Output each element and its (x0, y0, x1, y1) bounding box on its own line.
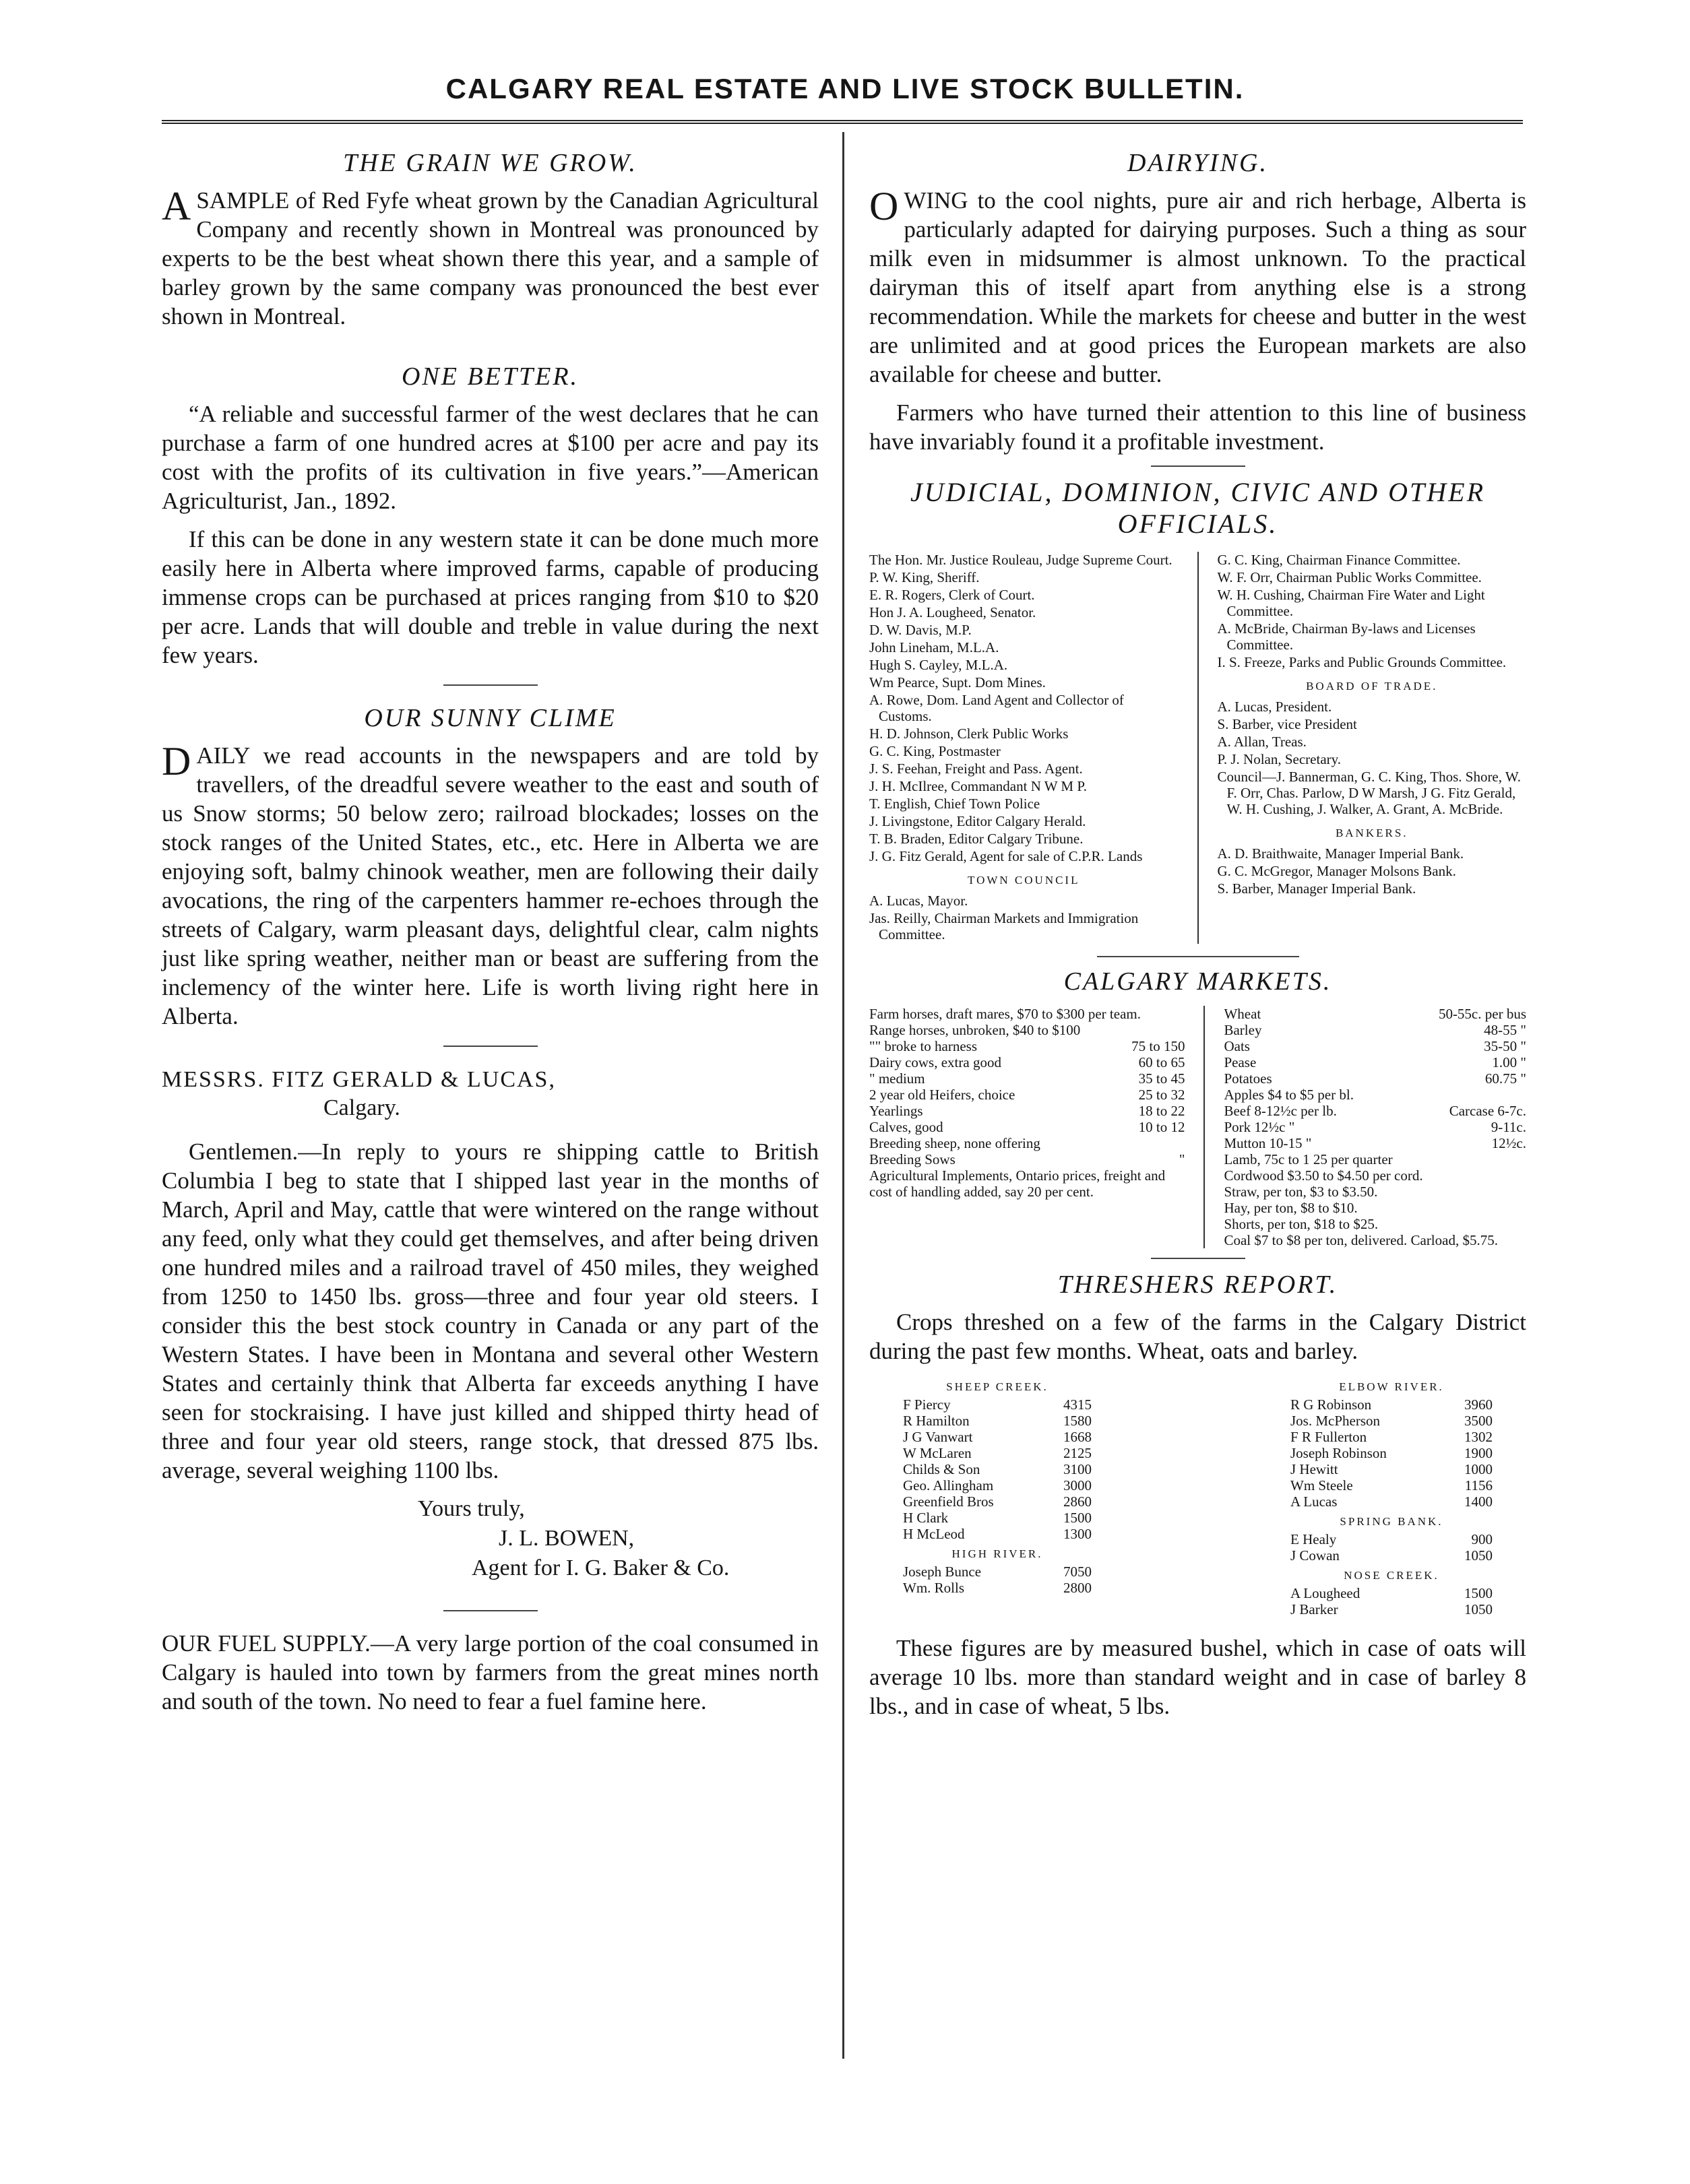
market-row (1224, 1151, 1526, 1167)
town-council-list (869, 893, 1179, 942)
market-row (1224, 1103, 1526, 1119)
threshers-footer: These figures are by measured bushel, which in case of oats will average 10 lbs. more than standard weight and in case of barley 8 lbs., and in case of wheat, 5 lbs. (869, 1635, 1526, 1719)
thresher-row (1290, 1413, 1493, 1429)
nose-creek-heading: NOSE CREEK. (1344, 1569, 1439, 1582)
official-entry: J. S. Feehan, Freight and Pass. Agent. (869, 761, 1083, 777)
thresher-row-label: F Piercy (903, 1396, 951, 1413)
thresher-row (903, 1526, 1092, 1542)
thresher-row-value: 1668 (1063, 1429, 1092, 1445)
thresher-row-value: 1500 (1063, 1510, 1092, 1526)
threshers-right (1290, 1375, 1493, 1617)
section-rule (1151, 1258, 1245, 1259)
market-row-value: 60 to 65 (1138, 1054, 1185, 1070)
thresher-row-label: R G Robinson (1290, 1396, 1372, 1413)
thresher-row-value: 1302 (1464, 1429, 1493, 1445)
markets-divider (1203, 1006, 1205, 1248)
clime-title: OUR SUNNY CLIME (364, 704, 617, 732)
market-row-value: 1.00 " (1492, 1054, 1526, 1070)
dairy-title: DAIRYING. (1127, 149, 1268, 177)
official-entry: J. G. Fitz Gerald, Agent for sale of C.P.R. Lands (869, 848, 1143, 864)
market-row-label: Breeding Sows (869, 1151, 956, 1167)
thresher-row-label: J Hewitt (1290, 1461, 1338, 1477)
section-rule (1097, 956, 1299, 957)
thresher-row-label: Wm Steele (1290, 1477, 1353, 1494)
right-column (869, 148, 1526, 1730)
official-entry: P. W. King, Sheriff. (869, 569, 980, 585)
market-row-value: 18 to 22 (1138, 1103, 1185, 1119)
market-row-label: Beef 8-12½c per lb. (1224, 1103, 1337, 1119)
board-entry: A. Allan, Treas. (1217, 734, 1307, 750)
dairy-article (869, 186, 1526, 389)
thresher-row-label: J G Vanwart (903, 1429, 973, 1445)
market-row (869, 1070, 1185, 1087)
thresher-row-value: 1900 (1464, 1445, 1493, 1461)
official-entry: Hugh S. Cayley, M.L.A. (869, 657, 1008, 673)
official-entry: G. C. King, Postmaster (869, 743, 1001, 759)
board-entry: S. Barber, vice President (1217, 716, 1357, 732)
thresher-row (1290, 1429, 1493, 1445)
market-row-value: 10 to 12 (1138, 1119, 1185, 1135)
column-divider (842, 132, 844, 2059)
board-of-trade-heading: BOARD OF TRADE. (1306, 680, 1438, 693)
clime-article (162, 741, 819, 1031)
banker-entry: S. Barber, Manager Imperial Bank. (1217, 880, 1416, 897)
market-row (869, 1022, 1185, 1038)
thresher-row (1290, 1494, 1493, 1510)
officials-block (869, 552, 1526, 944)
letter-closing: Yours truly, (418, 1496, 525, 1521)
clime-dropcap: D (162, 739, 191, 783)
thresher-row-value: 1400 (1464, 1494, 1493, 1510)
official-entry: Wm Pearce, Supt. Dom Mines. (869, 674, 1046, 690)
thresher-row (1290, 1396, 1493, 1413)
market-row-label: Lamb, 75c to 1 25 per quarter (1224, 1151, 1393, 1167)
masthead-rule (162, 120, 1523, 124)
grain-text: SAMPLE of Red Fyfe wheat grown by the Canadian Agricultural Company and recently shown in Montreal was pronounced by experts to be the best wheat shown there this year, and a sample of barley grown by the same company was pronounced the best ever shown in Montreal. (162, 187, 819, 329)
thresher-row (1290, 1531, 1493, 1547)
market-row-value: " (1179, 1151, 1185, 1167)
letter-place: Calgary. (323, 1095, 400, 1120)
better-title: ONE BETTER. (401, 362, 580, 391)
official-entry: W. H. Cushing, Chairman Fire Water and Light Committee. (1217, 587, 1485, 619)
threshers-intro: Crops threshed on a few of the farms in the Calgary District during the past few months. Wheat, oats and barley. (869, 1309, 1526, 1364)
market-row (869, 1087, 1185, 1103)
official-entry: H. D. Johnson, Clerk Public Works (869, 726, 1069, 742)
market-row-value: 35 to 45 (1138, 1070, 1185, 1087)
market-row-label: Wheat (1224, 1006, 1261, 1022)
elbow-river-heading: ELBOW RIVER. (1339, 1380, 1444, 1393)
market-row-label: Cordwood $3.50 to $4.50 per cord. (1224, 1167, 1423, 1184)
thresher-row-label: Jos. McPherson (1290, 1413, 1381, 1429)
thresher-row-value: 3500 (1464, 1413, 1493, 1429)
fuel-text: —A very large portion of the coal consumed in Calgary is hauled into town by farmers from the great mines north and south of the town. No need to fear a fuel famine here. (162, 1630, 819, 1714)
market-row-label: Pease (1224, 1054, 1257, 1070)
council-entry: A. Lucas, Mayor. (869, 893, 968, 909)
thresher-row (903, 1413, 1092, 1429)
market-row-value: Carcase 6-7c. (1449, 1103, 1526, 1119)
letter-text: Gentlemen.—In reply to yours re shipping cattle to British Columbia I beg to state that I shipped last year in the months of March, April and May, cattle that were wintered on the range without any feed, only what they could get themselves, and after being driven one hundred miles and a railroad travel of 450 miles, they weighed from 1250 to 1450 lbs. gross—three and four year old steers. I consider this the best stock country in Canada or any part of the Western States. I have been in Montana and several other Western States and certainly think that Alberta far exceeds anything I have seen for stockraising. I have just killed and shipped thirty head of three and four year old steers, range stock, that dressed 875 lbs. average, several weighing 1100 lbs. (162, 1138, 819, 1483)
sheep-creek-heading: SHEEP CREEK. (946, 1380, 1049, 1393)
market-row (869, 1038, 1185, 1054)
thresher-row-label: W McLaren (903, 1445, 972, 1461)
market-row-label: Potatoes (1224, 1070, 1272, 1087)
market-row (1224, 1232, 1526, 1248)
thresher-row (1290, 1461, 1493, 1477)
market-row (1224, 1135, 1526, 1151)
official-entry: J. H. McIlree, Commandant N W M P. (869, 778, 1087, 794)
official-entry: John Lineham, M.L.A. (869, 639, 999, 655)
market-row-label: Mutton 10-15 " (1224, 1135, 1312, 1151)
threshers-block (869, 1375, 1526, 1617)
letter-agent: Agent for I. G. Baker & Co. (472, 1555, 730, 1580)
nose-creek-list (1290, 1585, 1493, 1617)
market-row (1224, 1087, 1526, 1103)
market-row-value: 12½c. (1491, 1135, 1526, 1151)
market-row-label: Pork 12½c " (1224, 1119, 1295, 1135)
thresher-row-value: 3000 (1063, 1477, 1092, 1494)
officials-right-list (1218, 552, 1527, 670)
thresher-row-label: Wm. Rolls (903, 1580, 965, 1596)
market-row-label: Agricultural Implements, Ontario prices, freight and cost of handling added, say 20 per cent. (869, 1167, 1166, 1200)
thresher-row-value: 1300 (1063, 1526, 1092, 1542)
thresher-row (903, 1445, 1092, 1461)
spring-bank-list (1290, 1531, 1493, 1564)
thresher-row (903, 1477, 1092, 1494)
market-row-label: Breeding sheep, none offering (869, 1135, 1040, 1151)
thresher-row (903, 1510, 1092, 1526)
market-row (1224, 1022, 1526, 1038)
market-row-label: Barley (1224, 1022, 1262, 1038)
market-row-value: 60.75 " (1484, 1070, 1526, 1087)
thresher-row-label: Greenfield Bros (903, 1494, 994, 1510)
official-entry: J. Livingstone, Editor Calgary Herald. (869, 813, 1086, 829)
market-row (1224, 1038, 1526, 1054)
official-entry: D. W. Davis, M.P. (869, 622, 972, 638)
board-entry: P. J. Nolan, Secretary. (1217, 751, 1342, 767)
thresher-row-label: Joseph Robinson (1290, 1445, 1387, 1461)
thresher-row-value: 1050 (1464, 1547, 1493, 1564)
market-row (869, 1103, 1185, 1119)
better-text: If this can be done in any western state it can be done much more easily here in Alberta where improved farms, capable of producing immense crops can be purchased at prices ranging from $10 to $20 per acre. Lands that will double and treble in value during the next few years. (162, 526, 819, 668)
high-river-heading: HIGH RIVER. (951, 1547, 1043, 1560)
official-entry: T. B. Braden, Editor Calgary Tribune. (869, 831, 1084, 847)
market-row-value: 25 to 32 (1138, 1087, 1185, 1103)
officials-left-list (869, 552, 1179, 864)
market-row-value: 35-50 " (1484, 1038, 1526, 1054)
officials-divider (1197, 552, 1199, 944)
official-entry: T. English, Chief Town Police (869, 796, 1040, 812)
board-of-trade-list (1218, 699, 1527, 817)
dairy-text: WING to the cool nights, pure air and rich herbage, Alberta is particularly adapted for dairying purposes. Such a thing as sour milk even in midsummer is almost unknown. To the practical dairyman this of itself apart from anything else is a strong recommendation. While the markets for cheese and butter in the west are unlimited and at good prices the European markets are also available for cheese and butter. (869, 187, 1526, 387)
official-entry: A. Rowe, Dom. Land Agent and Collector of Customs. (869, 692, 1124, 724)
thresher-row-label: R Hamilton (903, 1413, 970, 1429)
market-row (1224, 1216, 1526, 1232)
letter-signer: J. L. BOWEN, (499, 1526, 635, 1551)
thresher-row-label: A Lougheed (1290, 1585, 1360, 1601)
thresher-row-value: 2800 (1063, 1580, 1092, 1596)
sheep-creek-list (903, 1396, 1092, 1542)
market-row (1224, 1119, 1526, 1135)
official-entry: A. McBride, Chairman By-laws and Licenses Committee. (1217, 620, 1476, 653)
thresher-row-label: J Cowan (1290, 1547, 1340, 1564)
thresher-row (903, 1564, 1092, 1580)
thresher-row-value: 2125 (1063, 1445, 1092, 1461)
thresher-row-value: 3960 (1464, 1396, 1493, 1413)
thresher-row-label: Childs & Son (903, 1461, 980, 1477)
officials-title: JUDICIAL, DOMINION, CIVIC AND OTHER OFFICIALS. (910, 477, 1486, 539)
thresher-row-label: A Lucas (1290, 1494, 1338, 1510)
high-river-list (903, 1564, 1092, 1596)
thresher-row-label: H Clark (903, 1510, 949, 1526)
spacer (162, 340, 819, 362)
letter-salutation: MESSRS. FITZ GERALD & LUCAS, (162, 1067, 556, 1092)
markets-left-list (869, 1006, 1185, 1248)
masthead: CALGARY REAL ESTATE AND LIVE STOCK BULLETIN. (445, 73, 1245, 104)
thresher-row-label: H McLeod (903, 1526, 965, 1542)
thresher-row-label: J Barker (1290, 1601, 1338, 1617)
market-row-label: Calves, good (869, 1119, 943, 1135)
markets-block (869, 1006, 1526, 1248)
market-row-value: 50-55c. per bus (1438, 1006, 1526, 1022)
market-row-label: Apples $4 to $5 per bl. (1224, 1087, 1354, 1103)
official-entry: I. S. Freeze, Parks and Public Grounds Committee. (1217, 654, 1507, 670)
market-row (1224, 1167, 1526, 1184)
official-entry: The Hon. Mr. Justice Rouleau, Judge Supreme Court. (869, 552, 1172, 568)
thresher-row-value: 1580 (1063, 1413, 1092, 1429)
thresher-row (903, 1461, 1092, 1477)
market-row (869, 1167, 1185, 1200)
thresher-row-label: E Healy (1290, 1531, 1337, 1547)
market-row-label: " medium (869, 1070, 925, 1087)
fuel-lead: OUR FUEL SUPPLY. (162, 1630, 371, 1657)
thresher-row (1290, 1601, 1493, 1617)
board-entry: A. Lucas, President. (1217, 699, 1332, 715)
clime-text: AILY we read accounts in the newspapers and are told by travellers, of the dreadful severe weather to the east and south of us Snow storms; 50 below zero; railroad blockades; losses on the stock ranges of the United States, etc., etc. Here in Alberta we are enjoying soft, balmy chinook weather, men are following their daily avocations, the ring of the carpenters hammer re-echoes through the streets of Calgary, warm pleasant days, delightful clear, calm nights just like spring weather, neither man or beast are suffering from the inclemency of the winter here. Life is worth living right here in Alberta. (162, 742, 819, 1029)
market-row-label: Oats (1224, 1038, 1250, 1054)
official-entry: E. R. Rogers, Clerk of Court. (869, 587, 1035, 603)
board-entry: Council—J. Bannerman, G. C. King, Thos. Shore, W. F. Orr, Chas. Parlow, D W Marsh, J G. Fitz Gerald, W. H. Cushing, J. Walker, A. Grant, A. McBride. (1217, 769, 1522, 817)
thresher-row-value: 1050 (1464, 1601, 1493, 1617)
thresher-row (1290, 1547, 1493, 1564)
dairy-text-2: Farmers who have turned their attention to this line of business have invariably found it a profitable investment. (869, 399, 1526, 455)
market-row (1224, 1200, 1526, 1216)
market-row-label: Coal $7 to $8 per ton, delivered. Carload, $5.75. (1224, 1232, 1498, 1248)
market-row-label: Dairy cows, extra good (869, 1054, 1001, 1070)
section-rule (443, 1610, 538, 1611)
thresher-row-value: 1000 (1464, 1461, 1493, 1477)
council-entry: Jas. Reilly, Chairman Markets and Immigration Committee. (869, 910, 1139, 942)
left-column (162, 148, 819, 1725)
market-row-label: Farm horses, draft mares, $70 to $300 per team. (869, 1006, 1141, 1022)
thresher-row (903, 1494, 1092, 1510)
thresher-row-label: F R Fullerton (1290, 1429, 1367, 1445)
section-rule (1151, 465, 1245, 467)
market-row (1224, 1054, 1526, 1070)
official-entry: Hon J. A. Lougheed, Senator. (869, 604, 1036, 620)
officials-right (1218, 552, 1527, 944)
officials-left (869, 552, 1179, 944)
markets-right-list (1224, 1006, 1526, 1248)
bankers-list (1218, 845, 1527, 897)
market-row (1224, 1006, 1526, 1022)
market-row (1224, 1184, 1526, 1200)
town-council-heading: TOWN COUNCIL (968, 874, 1080, 887)
thresher-row-value: 1156 (1464, 1477, 1493, 1494)
thresher-row-value: 3100 (1063, 1461, 1092, 1477)
thresher-row (903, 1396, 1092, 1413)
market-row-label: Range horses, unbroken, $40 to $100 (869, 1022, 1081, 1038)
market-row-value: 48-55 " (1484, 1022, 1526, 1038)
market-row-label: 2 year old Heifers, choice (869, 1087, 1015, 1103)
market-row (869, 1119, 1185, 1135)
grain-dropcap: A (162, 184, 191, 228)
market-row-value: 75 to 150 (1131, 1038, 1185, 1054)
thresher-row-value: 1500 (1464, 1585, 1493, 1601)
market-row-value: 9-11c. (1491, 1119, 1526, 1135)
threshers-left (903, 1375, 1092, 1617)
market-row-label: "" broke to harness (869, 1038, 978, 1054)
market-row (869, 1151, 1185, 1167)
market-row-label: Shorts, per ton, $18 to $25. (1224, 1216, 1379, 1232)
banker-entry: G. C. McGregor, Manager Molsons Bank. (1217, 863, 1456, 879)
spring-bank-heading: SPRING BANK. (1340, 1515, 1443, 1528)
market-row (869, 1006, 1185, 1022)
market-row (1224, 1070, 1526, 1087)
thresher-row-value: 2860 (1063, 1494, 1092, 1510)
thresher-row-value: 7050 (1063, 1564, 1092, 1580)
official-entry: W. F. Orr, Chairman Public Works Committee. (1217, 569, 1482, 585)
market-row-label: Hay, per ton, $8 to $10. (1224, 1200, 1358, 1216)
markets-title: CALGARY MARKETS. (1063, 967, 1332, 996)
thresher-row (903, 1580, 1092, 1596)
thresher-row-value: 4315 (1063, 1396, 1092, 1413)
dairy-dropcap: O (869, 184, 899, 228)
thresher-row-value: 900 (1471, 1531, 1493, 1547)
market-row (869, 1135, 1185, 1151)
official-entry: G. C. King, Chairman Finance Committee. (1217, 552, 1461, 568)
banker-entry: A. D. Braithwaite, Manager Imperial Bank. (1217, 845, 1464, 862)
market-row-label: Yearlings (869, 1103, 923, 1119)
threshers-title: THRESHERS REPORT. (1057, 1271, 1338, 1299)
bankers-heading: BANKERS. (1335, 827, 1408, 839)
grain-article (162, 186, 819, 331)
thresher-row-label: Geo. Allingham (903, 1477, 994, 1494)
thresher-row-label: Joseph Bunce (903, 1564, 982, 1580)
market-row (869, 1054, 1185, 1070)
better-quote: “A reliable and successful farmer of the west declares that he can purchase a farm of one hundred acres at $100 per acre and pay its cost with the profits of its cultivation in five years.”—American Agriculturist, Jan., 1892. (162, 401, 819, 514)
grain-title: THE GRAIN WE GROW. (343, 149, 637, 177)
market-row-label: Straw, per ton, $3 to $3.50. (1224, 1184, 1378, 1200)
thresher-row (1290, 1477, 1493, 1494)
thresher-row (1290, 1445, 1493, 1461)
section-rule (443, 1046, 538, 1047)
section-rule (443, 684, 538, 686)
fuel-article (162, 1629, 819, 1716)
thresher-row (1290, 1585, 1493, 1601)
elbow-river-list (1290, 1396, 1493, 1510)
thresher-row (903, 1429, 1092, 1445)
